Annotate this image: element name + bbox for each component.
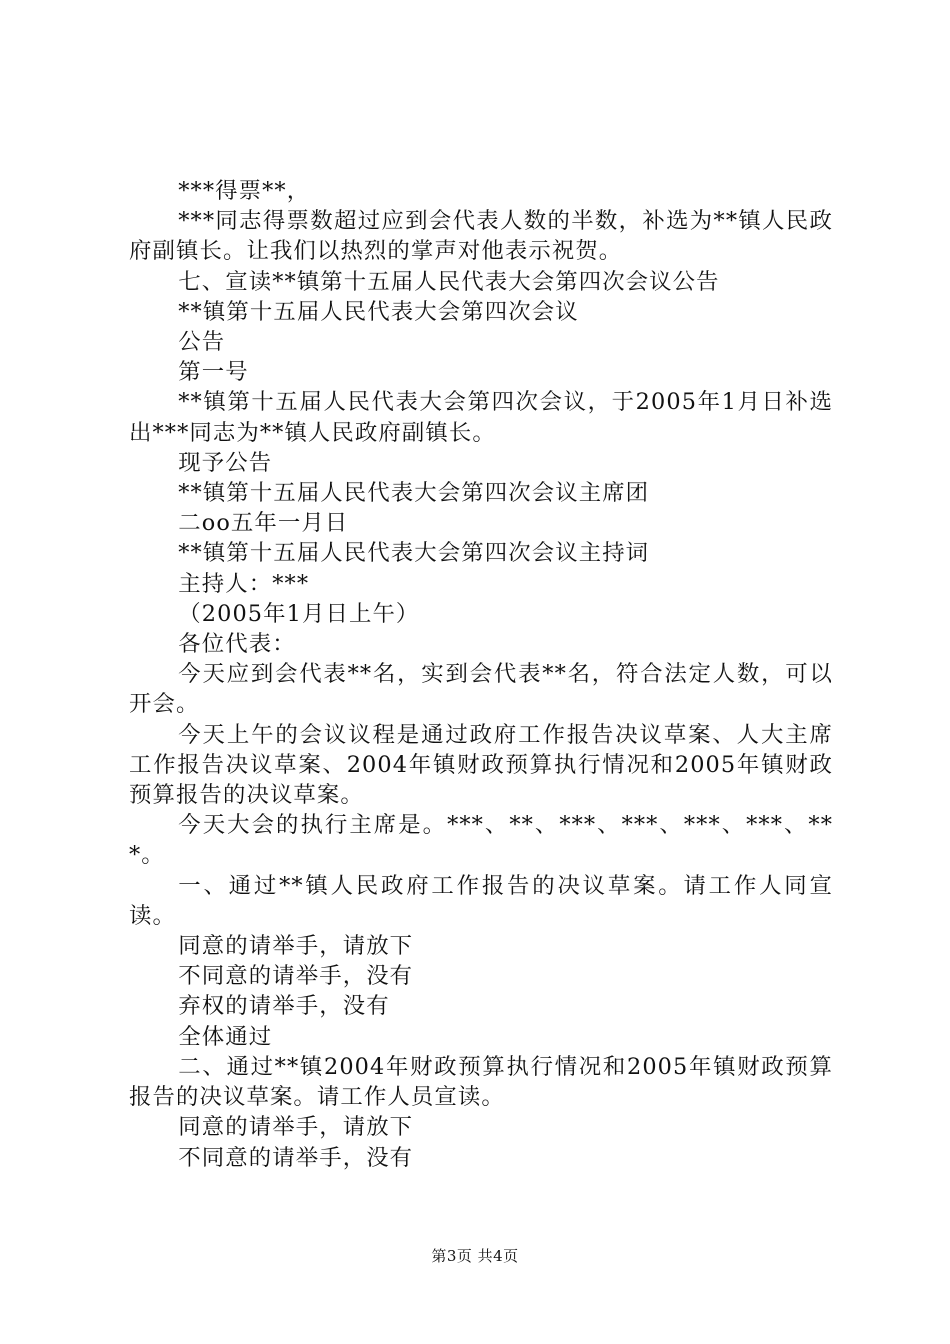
paragraph-election-announcement: ***同志得票数超过应到会代表人数的半数，补选为**镇人民政府副镇长。让我们以热烈的掌声对他表示祝贺。 bbox=[129, 208, 833, 265]
paragraph-item-two: 二、通过**镇2004年财政预算执行情况和2005年镇财政预算报告的决议草案。请工作人员宣读。 bbox=[129, 1053, 833, 1111]
paragraph-notice-heading: 公告 bbox=[178, 329, 226, 356]
paragraph-session-date: （2005年1月日上午） bbox=[178, 600, 420, 627]
paragraph-salutation: 各位代表： bbox=[178, 631, 296, 658]
paragraph-vote-disagree: 不同意的请举手，没有 bbox=[178, 963, 414, 990]
paragraph-section-seven: 七、宣读**镇第十五届人民代表大会第四次会议公告 bbox=[178, 268, 720, 295]
paragraph-item-one: 一、通过**镇人民政府工作报告的决议草案。请工作人同宣读。 bbox=[129, 872, 833, 929]
paragraph-agenda: 今天上午的会议议程是通过政府工作报告决议草案、人大主席工作报告决议草案、2004年镇财政预算执行情况和2005年镇财政预算报告的决议草案。 bbox=[129, 721, 833, 809]
paragraph-vote-result: ***得票**， bbox=[178, 178, 311, 204]
paragraph-vote-agree-2: 同意的请举手，请放下 bbox=[178, 1114, 414, 1141]
document-body bbox=[129, 176, 833, 1173]
paragraph-hereby-notice: 现予公告 bbox=[178, 449, 273, 476]
paragraph-vote-disagree-2: 不同意的请举手，没有 bbox=[178, 1144, 414, 1171]
paragraph-notice-date: 二oo五年一月日 bbox=[178, 510, 349, 537]
paragraph-host-name: 主持人：*** bbox=[178, 570, 310, 597]
paragraph-presidium: **镇第十五届人民代表大会第四次会议主席团 bbox=[178, 480, 650, 507]
paragraph-vote-agree: 同意的请举手，请放下 bbox=[178, 933, 414, 960]
paragraph-host-script-title: **镇第十五届人民代表大会第四次会议主持词 bbox=[178, 540, 650, 567]
paragraph-notice-number: 第一号 bbox=[178, 359, 249, 386]
paragraph-vote-abstain: 弃权的请举手，没有 bbox=[178, 993, 390, 1020]
paragraph-passed: 全体通过 bbox=[178, 1023, 273, 1050]
paragraph-executive-chairs: 今天大会的执行主席是。***、**、***、***、***、***、***。 bbox=[129, 812, 833, 869]
paragraph-meeting-name: **镇第十五届人民代表大会第四次会议 bbox=[178, 298, 579, 325]
page-footer: 第3页 共4页 bbox=[431, 1247, 519, 1265]
paragraph-attendance: 今天应到会代表**名，实到会代表**名，符合法定人数，可以开会。 bbox=[129, 661, 833, 718]
paragraph-notice-body: **镇第十五届人民代表大会第四次会议，于2005年1月日补选出***同志为**镇人民政府副镇长。 bbox=[129, 389, 833, 446]
